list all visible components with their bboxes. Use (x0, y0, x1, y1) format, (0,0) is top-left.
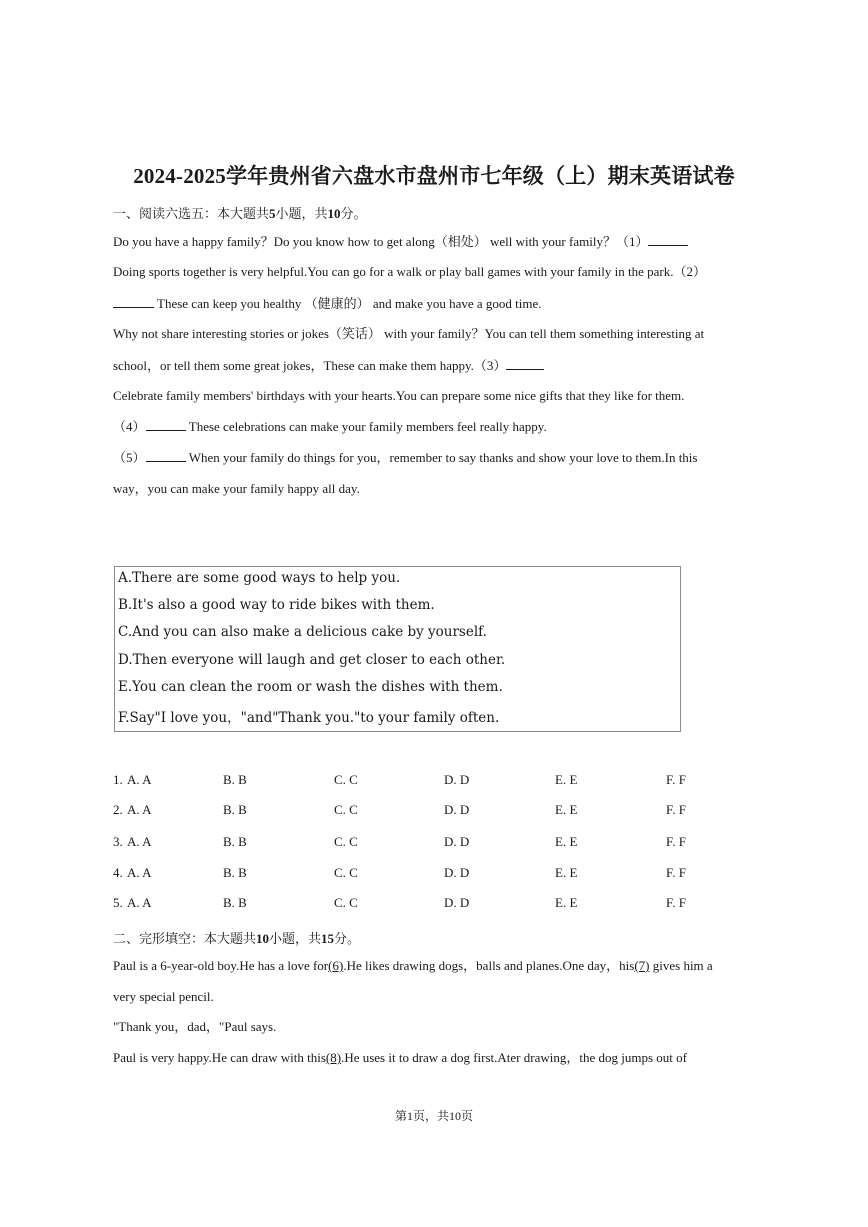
choice[interactable]: F. F (666, 865, 686, 880)
passage-line: very special pencil. (113, 989, 214, 1004)
choice[interactable]: B. B (223, 865, 247, 880)
passage-line: way，you can make your family happy all day. (113, 481, 360, 496)
choice[interactable]: E. E (555, 802, 578, 817)
section-heading-cloze: 二、完形填空：本大题共10小题，共15分。 (113, 931, 361, 946)
choice[interactable]: E. E (555, 834, 578, 849)
choice[interactable]: C. C (334, 802, 358, 817)
passage-line: （4） These celebrations can make your family members feel really happy. (113, 419, 547, 434)
answer-blank (113, 295, 154, 308)
choice[interactable]: F. F (666, 772, 686, 787)
choice[interactable]: D. D (444, 834, 470, 849)
choice[interactable]: B. B (223, 772, 247, 787)
choice[interactable]: C. C (334, 865, 358, 880)
page-title: 2024-2025学年贵州省六盘水市盘州市七年级（上）期末英语试卷 (133, 164, 735, 188)
page-footer: 第1页，共10页 (394, 1109, 473, 1123)
choice[interactable]: D. D (444, 895, 470, 910)
passage-line: "Thank you，dad，"Paul says. (113, 1019, 277, 1034)
passage-line: Do you have a happy family？Do you know how to get along（相处） well with your family？（1） (113, 233, 688, 250)
passage-line: Paul is very happy.He can draw with this(8).He uses it to draw a dog first.Ater drawing，the dog jumps out of (113, 1050, 687, 1065)
passage-line: Paul is a 6-year-old boy.He has a love for(6).He likes drawing dogs，balls and planes.One day，his(7) gives him a (113, 958, 713, 973)
options-box (114, 566, 681, 732)
question-row: 5. A. A B. B C. C D. D E. E F. F (113, 895, 686, 910)
choice[interactable]: A. A (127, 772, 152, 787)
choice[interactable]: A. A (127, 865, 152, 880)
choice[interactable]: E. E (555, 865, 578, 880)
choice[interactable]: A. A (127, 895, 152, 910)
passage-line: Doing sports together is very helpful.You can go for a walk or play ball games with your family in the park.（2） (113, 264, 706, 279)
cloze-blank: (6) (328, 958, 344, 973)
question-row: 1. A. A B. B C. C D. D E. E F. F (113, 772, 686, 787)
question-row: 2. A. A B. B C. C D. D E. E F. F (113, 802, 686, 817)
passage-line: Celebrate family members' birthdays with your hearts.You can prepare some nice gifts that they like for them. (113, 388, 685, 403)
answer-blank (146, 418, 186, 431)
choice[interactable]: F. F (666, 834, 686, 849)
answer-blank (648, 233, 688, 246)
answer-blank (146, 449, 186, 462)
option-f: F.Say"I love you，"and"Thank you."to your family often. (118, 710, 500, 726)
question-row: 4. A. A B. B C. C D. D E. E F. F (113, 865, 686, 880)
choice[interactable]: D. D (444, 865, 470, 880)
choice[interactable]: E. E (555, 895, 578, 910)
cloze-blank: (7) (634, 958, 650, 973)
passage-line: school，or tell them some great jokes，These can make them happy.（3） (113, 357, 544, 374)
choice[interactable]: F. F (666, 895, 686, 910)
option-d: D.Then everyone will laugh and get closer to each other. (118, 652, 506, 668)
cloze-blank: (8) (325, 1050, 342, 1065)
choice[interactable]: D. D (444, 802, 470, 817)
choice[interactable]: B. B (223, 834, 247, 849)
passage-line: These can keep you healthy （健康的） and make you have a good time. (113, 295, 542, 312)
option-c: C.And you can also make a delicious cake by yourself. (118, 624, 487, 640)
choice[interactable]: A. A (127, 834, 152, 849)
choice[interactable]: C. C (334, 895, 358, 910)
option-b: B.It's also a good way to ride bikes with them. (118, 597, 435, 613)
choice[interactable]: B. B (223, 802, 247, 817)
choice[interactable]: C. C (334, 772, 358, 787)
choice[interactable]: E. E (555, 772, 578, 787)
passage-line: （5） When your family do things for you，remember to say thanks and show your love to them.In this (113, 450, 698, 465)
choice[interactable]: A. A (127, 802, 152, 817)
answer-blank (506, 357, 544, 370)
choice[interactable]: B. B (223, 895, 247, 910)
choice[interactable]: C. C (334, 834, 358, 849)
option-a: A.There are some good ways to help you. (118, 570, 401, 586)
section-heading-reading: 一、阅读六选五：本大题共5小题，共10分。 (113, 206, 367, 221)
choice[interactable]: F. F (666, 802, 686, 817)
question-row: 3. A. A B. B C. C D. D E. E F. F (113, 834, 686, 849)
option-e: E.You can clean the room or wash the dishes with them. (118, 679, 503, 695)
choice[interactable]: D. D (444, 772, 470, 787)
passage-line: Why not share interesting stories or jokes（笑话） with your family？You can tell them something interesting at (113, 326, 705, 341)
